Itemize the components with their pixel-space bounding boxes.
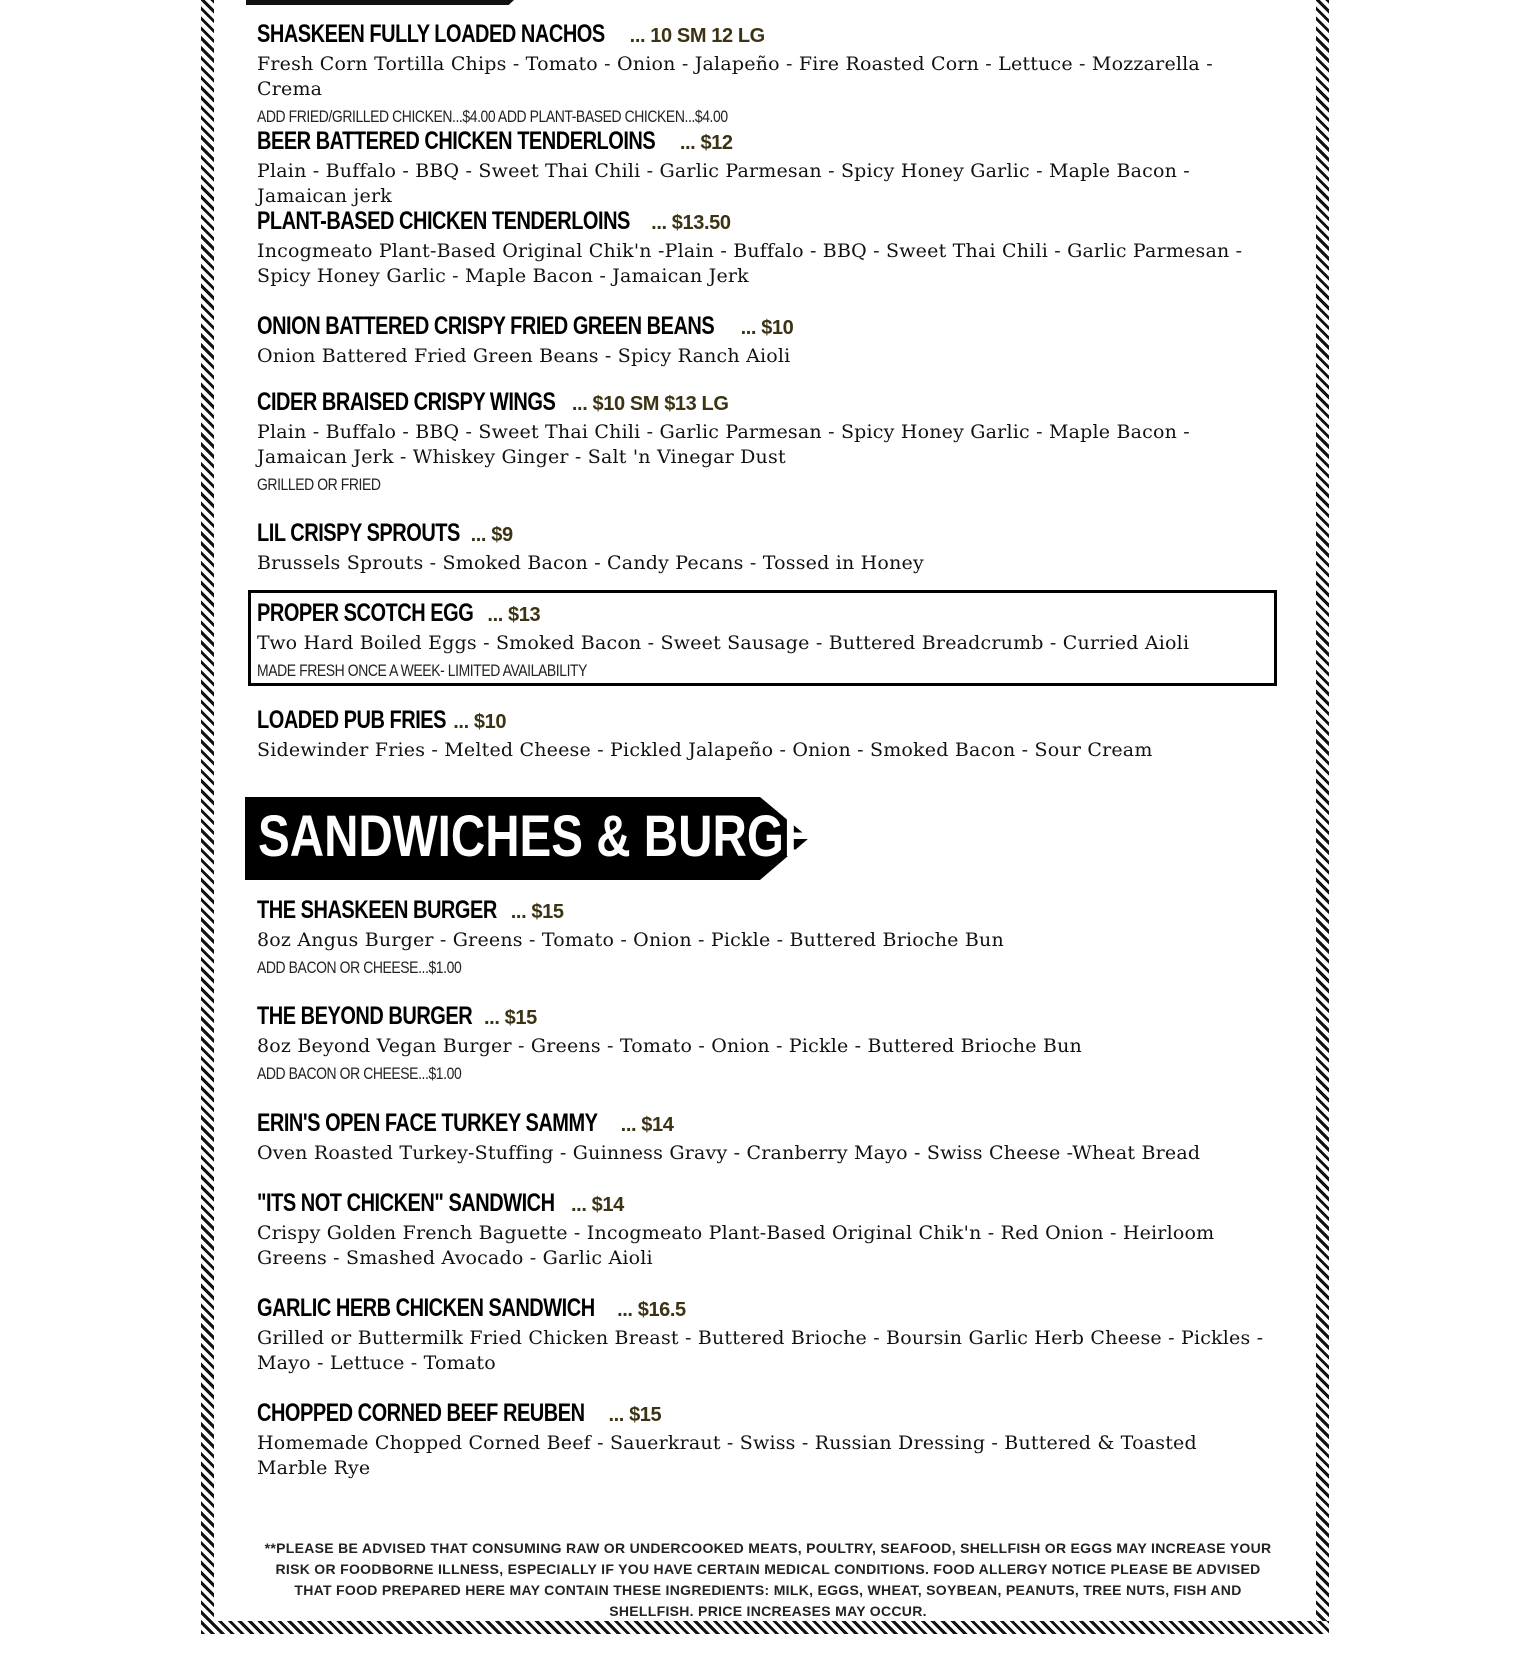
item-description: Crispy Golden French Baguette - Incogmeato Plant-Based Original Chik'n - Red Onion - Heirloom Greens - Smashed Avocado - Garlic Aioli bbox=[257, 1222, 1215, 1269]
item-description: Oven Roasted Turkey-Stuffing - Guinness Gravy - Cranberry Mayo - Swiss Cheese -Wheat Bread bbox=[257, 1142, 1201, 1164]
item-price: ... $10 SM $13 LG bbox=[571, 393, 729, 415]
allergy-disclaimer: **PLEASE BE ADVISED THAT CONSUMING RAW OR UNDERCOOKED MEATS, POULTRY, SEAFOOD, SHELLFISH OR EGGS MAY INCREASE YOUR RISK OR FOODBORNE ILLNESS, ESPECIALLY IF YOU HAVE CERTAIN MEDICAL CONDITIONS. FOOD ALLERGY NOTICE PLEASE BE ADVISED THAT FOOD PREPARED HERE MAY CONTAIN THESE INGREDIENTS: MILK, EGGS, WHEAT, SOYBEAN, PEANUTS, TREE NUTS, FISH AND SHELLFISH. PRICE INCREASES MAY OCCUR. bbox=[264, 1540, 1272, 1619]
menu-item-beyond-burger bbox=[257, 1004, 1267, 1084]
item-name: ONION BATTERED CRISPY FRIED GREEN BEANS bbox=[257, 312, 715, 340]
item-price: ... $15 bbox=[510, 901, 564, 923]
item-name: PLANT-BASED CHICKEN TENDERLOINS bbox=[257, 207, 630, 235]
menu-item-chicken-tenderloins bbox=[257, 129, 1267, 209]
item-name: GARLIC HERB CHICKEN SANDWICH bbox=[257, 1294, 595, 1322]
item-description: Fresh Corn Tortilla Chips - Tomato - Onion - Jalapeño - Fire Roasted Corn - Lettuce - Mozzarella - Crema bbox=[257, 53, 1213, 100]
item-name: "ITS NOT CHICKEN" SANDWICH bbox=[257, 1189, 555, 1217]
item-description: 8oz Beyond Vegan Burger - Greens - Tomato - Onion - Pickle - Buttered Brioche Bun bbox=[257, 1035, 1082, 1057]
item-description: 8oz Angus Burger - Greens - Tomato - Onion - Pickle - Buttered Brioche Bun bbox=[257, 929, 1004, 951]
item-note: ADD FRIED/GRILLED CHICKEN...$4.00 ADD PLANT-BASED CHICKEN...$4.00 bbox=[257, 107, 728, 126]
item-note: ADD BACON OR CHEESE...$1.00 bbox=[257, 958, 462, 977]
menu-item-wings bbox=[257, 390, 1267, 495]
item-name: SHASKEEN FULLY LOADED NACHOS bbox=[257, 20, 605, 48]
menu-item-green-beans bbox=[257, 314, 1267, 369]
item-note: GRILLED OR FRIED bbox=[257, 475, 381, 494]
menu-item-its-not-chicken bbox=[257, 1191, 1267, 1271]
item-price: ... $9 bbox=[470, 524, 513, 546]
menu-item-garlic-herb-chicken bbox=[257, 1296, 1267, 1376]
item-price: ... $10 bbox=[453, 711, 507, 733]
menu-item-reuben bbox=[257, 1401, 1267, 1481]
item-name: THE BEYOND BURGER bbox=[257, 1002, 473, 1030]
item-name: PROPER SCOTCH EGG bbox=[257, 599, 474, 627]
menu-item-scotch-egg bbox=[257, 601, 1267, 681]
item-price: ... $12 bbox=[679, 132, 733, 154]
item-description: Plain - Buffalo - BBQ - Sweet Thai Chili - Garlic Parmesan - Spicy Honey Garlic - Maple Bacon - Jamaican Jerk - Whiskey Ginger - Salt 'n Vinegar Dust bbox=[257, 421, 1190, 468]
menu-item-pub-fries bbox=[257, 708, 1267, 763]
item-price: ... $10 bbox=[740, 317, 794, 339]
item-note: MADE FRESH ONCE A WEEK- LIMITED AVAILABILITY bbox=[257, 661, 588, 680]
menu-item-plant-based-tenderloins bbox=[257, 209, 1267, 289]
hatched-border-left bbox=[201, 0, 214, 1634]
menu-item-turkey-sammy bbox=[257, 1111, 1267, 1166]
item-price: ... $16.5 bbox=[617, 1299, 686, 1321]
item-price: ... $15 bbox=[608, 1404, 662, 1426]
item-description: Grilled or Buttermilk Fried Chicken Breast - Buttered Brioche - Boursin Garlic Herb Cheese - Pickles - Mayo - Lettuce - Tomato bbox=[257, 1327, 1264, 1374]
item-name: ERIN'S OPEN FACE TURKEY SAMMY bbox=[257, 1109, 598, 1137]
item-note: ADD BACON OR CHEESE...$1.00 bbox=[257, 1064, 462, 1083]
item-description: Brussels Sprouts - Smoked Bacon - Candy Pecans - Tossed in Honey bbox=[257, 552, 924, 574]
item-price: ... $13.50 bbox=[651, 212, 731, 234]
hatched-border-right bbox=[1316, 0, 1329, 1634]
item-description: Incogmeato Plant-Based Original Chik'n -Plain - Buffalo - BBQ - Sweet Thai Chili - Garlic Parmesan - Spicy Honey Garlic - Maple Bacon - Jamaican Jerk bbox=[257, 240, 1243, 287]
item-price: ... 10 SM 12 LG bbox=[629, 25, 765, 47]
menu-item-shaskeen-burger bbox=[257, 898, 1267, 978]
hatched-border-bottom bbox=[201, 1621, 1329, 1634]
item-name: CIDER BRAISED CRISPY WINGS bbox=[257, 388, 556, 416]
item-price: ... $14 bbox=[620, 1114, 674, 1136]
item-name: BEER BATTERED CHICKEN TENDERLOINS bbox=[257, 127, 656, 155]
item-price: ... $15 bbox=[484, 1007, 537, 1029]
item-price: ... $13 bbox=[487, 604, 541, 626]
section-header-tab-top bbox=[246, 0, 514, 5]
item-description: Homemade Chopped Corned Beef - Sauerkraut - Swiss - Russian Dressing - Buttered & Toasted Marble Rye bbox=[257, 1432, 1197, 1479]
item-name: LIL CRISPY SPROUTS bbox=[257, 519, 460, 547]
menu-item-sprouts bbox=[257, 521, 1267, 576]
section-title: SANDWICHES & BURGERS bbox=[258, 804, 882, 869]
item-price: ... $14 bbox=[571, 1194, 624, 1216]
item-description: Sidewinder Fries - Melted Cheese - Pickled Jalapeño - Onion - Smoked Bacon - Sour Cream bbox=[257, 739, 1153, 761]
item-name: LOADED PUB FRIES bbox=[257, 706, 446, 734]
menu-item-nachos bbox=[257, 22, 1267, 127]
item-description: Plain - Buffalo - BBQ - Sweet Thai Chili - Garlic Parmesan - Spicy Honey Garlic - Maple Bacon - Jamaican jerk bbox=[257, 160, 1190, 207]
item-description: Onion Battered Fried Green Beans - Spicy Ranch Aioli bbox=[257, 345, 791, 367]
item-name: CHOPPED CORNED BEEF REUBEN bbox=[257, 1399, 585, 1427]
item-description: Two Hard Boiled Eggs - Smoked Bacon - Sweet Sausage - Buttered Breadcrumb - Curried Aioli bbox=[257, 632, 1190, 654]
item-name: THE SHASKEEN BURGER bbox=[257, 896, 497, 924]
